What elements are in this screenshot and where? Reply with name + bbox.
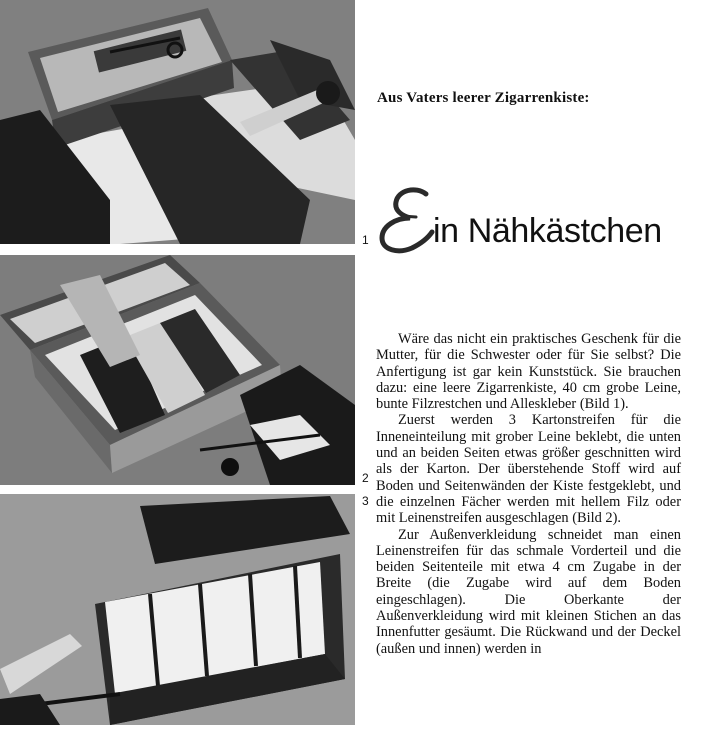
- paragraph: Wäre das nicht ein praktisches Geschenk für die Mutter, für die Schwester oder für Sie selbst? Die Anfertigung ist gar kein Kunststück. Sie brauchen dazu: eine leere Zigarrenkiste, 40 cm grobe Leine, bunte Filzrestchen und Alleskleber (Bild 1).: [376, 331, 681, 413]
- figure-number-1: 1: [362, 233, 369, 247]
- article-kicker: Aus Vaters leerer Zigarrenkiste:: [377, 90, 590, 106]
- article-body: [376, 331, 681, 657]
- photo-inner-divisions: [0, 255, 355, 485]
- photo-finished-box: [0, 494, 355, 725]
- photo-materials: [0, 0, 355, 244]
- paragraph: Zur Außenverkleidung schneidet man einen Leinenstreifen für das schmale Vorderteil und die beiden Seitenteile mit etwa 4 cm Zugabe in der Breite (die Zugabe wird auf dem Boden eingeschlagen). Die Oberkante der Außenverkleidung wird mit kleinen Stichen an das Innenfutter gesäumt. Die Rückwand und der Deckel (außen und innen) werden in: [376, 526, 681, 657]
- figure-number-3: 3: [362, 494, 369, 508]
- paragraph: Zuerst werden 3 Kartonstreifen für die Inneneinteilung mit grober Leine beklebt, die unten und an beiden Seiten etwas größer geschnitten wird als der Karton. Der überstehende Stoff wird auf Boden und Seitenwänden der Kiste festgeklebt, und die einzelnen Fächer werden mit hellem Filz oder mit Leinenstreifen ausgeschlagen (Bild 2).: [376, 412, 681, 527]
- title-text: in Nähkästchen: [433, 212, 662, 250]
- article-title: [376, 186, 706, 256]
- figure-number-2: 2: [362, 471, 369, 485]
- title-initial-letter: [376, 186, 436, 256]
